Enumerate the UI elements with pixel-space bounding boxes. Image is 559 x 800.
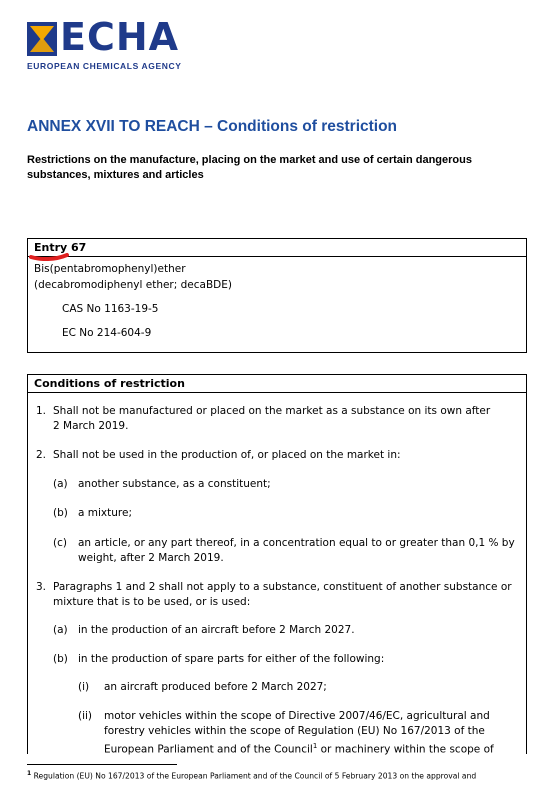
footnote (27, 770, 476, 781)
para-3a-number: (a) (53, 624, 68, 636)
page-subtitle: Restrictions on the manufacture, placing on the market and use of certain dangerous substances, mixtures and articles (27, 154, 472, 181)
cas-number: CAS No 1163-19-5 (62, 303, 159, 315)
para-3-number: 3. (36, 581, 47, 593)
footnote-ref[interactable]: 1 (312, 742, 318, 750)
entry-body (28, 257, 526, 345)
para-2a-text: another substance, as a constituent; (78, 478, 271, 490)
para-2-text: Shall not be used in the production of, or placed on the market in: (53, 449, 401, 461)
para-1-number: 1. (36, 405, 47, 417)
footnote-text: Regulation (EU) No 167/2013 of the European Parliament and of the Council of 5 February 2013 on the approval and (31, 771, 477, 781)
page-title: ANNEX XVII TO REACH – Conditions of restriction (27, 118, 398, 135)
ec-number: EC No 214-604-9 (62, 327, 152, 339)
substance-synonyms: (decabromodiphenyl ether; decaBDE) (34, 279, 232, 291)
para-3b-ii-number: (ii) (78, 710, 93, 722)
entry-label: Entry 67 (28, 239, 526, 257)
footnote-marker: 1 (27, 770, 32, 777)
conditions-heading: Conditions of restriction (28, 375, 526, 393)
logo-subtitle: EUROPEAN CHEMICALS AGENCY (27, 61, 182, 71)
footnote-divider (27, 764, 177, 765)
red-underline-annotation-icon (29, 251, 69, 261)
para-1-line-2: 2 March 2019. (53, 420, 129, 432)
para-2b-text: a mixture; (78, 507, 132, 519)
para-3b-ii-line-3-end: or machinery within the scope of (317, 743, 494, 756)
para-1-line-1: Shall not be manufactured or placed on the market as a substance on its own after (53, 405, 491, 417)
conditions-box (27, 374, 527, 754)
para-2c-line-2: weight, after 2 March 2019. (78, 552, 224, 564)
substance-name: Bis(pentabromophenyl)ether (34, 263, 186, 275)
para-3b-ii-line-2: forestry vehicles within the scope of Regulation (EU) No 167/2013 of the (104, 725, 485, 737)
para-3b-text: in the production of spare parts for either of the following: (78, 653, 385, 665)
para-3b-i-number: (i) (78, 681, 90, 693)
para-3b-ii-line-3 (104, 739, 494, 758)
echa-logo (27, 15, 207, 78)
para-3a-text: in the production of an aircraft before 2 March 2027. (78, 624, 355, 636)
para-3b-number: (b) (53, 653, 68, 665)
para-3b-ii-line-1: motor vehicles within the scope of Directive 2007/46/EC, agricultural and (104, 710, 490, 722)
para-3-line-2: mixture that is to be used, or is used: (53, 596, 251, 608)
logo-wordmark: ECHA (60, 15, 180, 59)
para-3-line-1: Paragraphs 1 and 2 shall not apply to a substance, constituent of another substance or (53, 581, 512, 593)
para-3b-ii-line-3-start: European Parliament and of the Council (104, 743, 313, 756)
entry-box (27, 238, 527, 353)
para-2a-number: (a) (53, 478, 68, 490)
para-2c-line-1: an article, or any part thereof, in a concentration equal to or greater than 0,1 % by (78, 537, 515, 549)
para-3b-i-text: an aircraft produced before 2 March 2027; (104, 681, 327, 693)
para-2c-number: (c) (53, 537, 67, 549)
para-2-number: 2. (36, 449, 47, 461)
para-2b-number: (b) (53, 507, 68, 519)
echa-logo-mark-icon (27, 22, 57, 56)
